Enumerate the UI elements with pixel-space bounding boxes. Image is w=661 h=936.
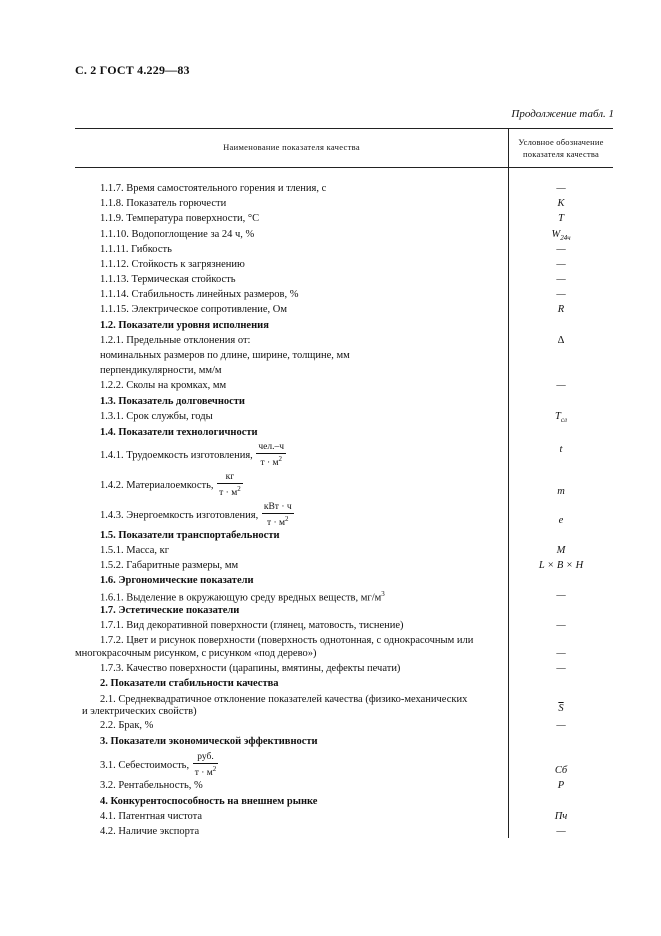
row-symbol: P [557, 780, 565, 791]
row-label: 1.5.2. Габаритные размеры, мм [100, 560, 239, 571]
table-header-rule [75, 167, 613, 168]
unit-fraction: $\frac{\text{чел.–ч}}{т \cdot м^2}$ [258, 442, 285, 469]
row-symbol: e [558, 515, 564, 526]
row-label: 1.2.1. Предельные отклонения от: [100, 335, 251, 346]
page-header: С. 2 ГОСТ 4.229—83 [75, 63, 190, 77]
row-symbol: — [556, 648, 566, 659]
row-label: 1.1.12. Стойкость к загрязнению [100, 259, 245, 270]
row-label: 1.6.1. Выделение в окружающую среду вредных веществ, $мг/м^3$ [100, 590, 385, 604]
row-label: 1.7.2. Цвет и рисунок поверхности (поверхность однотонная, с однокрасочным или [100, 635, 474, 646]
table-continuation-note: Продолжение табл. 1 [511, 108, 614, 120]
row-symbol: t [559, 444, 563, 455]
row-label: 3.1. Себестоимость, $\frac{\text{руб.}}{т \cdot м^2}$ [100, 752, 217, 779]
column-header-symbol: Условное обозначение показателя качества [518, 137, 604, 159]
row-label: 1.1.9. Температура поверхности, °С [100, 213, 260, 224]
row-label-continued: многокрасочным рисунком, с рисунком «под дерево») [75, 648, 317, 659]
section-heading: 1.5. Показатели транспортабельности [100, 530, 280, 541]
section-heading: 3. Показатели экономической эффективности [100, 736, 318, 747]
section-heading: 1.4. Показатели технологичности [100, 427, 258, 438]
row-label: 1.1.14. Стабильность линейных размеров, % [100, 289, 299, 300]
row-label: 1.4.1. Трудоемкость изготовления, $\frac{\text{чел.–ч}}{т \cdot м^2}$ [100, 442, 285, 469]
row-symbol: M [556, 545, 566, 556]
row-label-continued: и электрических свойств) [82, 706, 197, 717]
row-symbol: — [556, 259, 566, 270]
row-symbol: m [557, 486, 565, 497]
row-symbol: — [556, 274, 566, 285]
row-label: 1.1.8. Показатель горючести [100, 198, 227, 209]
row-symbol: $\overline{S}$ [558, 703, 564, 714]
row-symbol: K [557, 198, 565, 209]
section-heading: 1.2. Показатели уровня исполнения [100, 320, 269, 331]
row-label: 1.4.3. Энергоемкость изготовления, $\frac{\text{кВт · ч}}{т \cdot м^2}$ [100, 502, 292, 529]
row-label: 1.1.13. Термическая стойкость [100, 274, 236, 285]
row-symbol: Пч [554, 811, 568, 822]
section-heading: 1.7. Эстетические показатели [100, 605, 240, 616]
row-symbol: $T_{сл}$ [554, 411, 567, 425]
unit-fraction: $\frac{\text{кВт · ч}}{т \cdot м^2}$ [263, 502, 292, 529]
row-symbol: — [556, 380, 566, 391]
column-header-name: Наименование показателя качества [223, 142, 360, 152]
row-symbol: — [556, 590, 566, 601]
row-label: 1.1.15. Электрическое сопротивление, Ом [100, 304, 288, 315]
row-label: 1.3.1. Срок службы, годы [100, 411, 213, 422]
row-label-continued: номинальных размеров по длине, ширине, толщине, мм [100, 350, 350, 361]
table-top-rule [75, 128, 613, 129]
row-label: 1.1.10. Водопоглощение за 24 ч, % [100, 229, 255, 240]
row-symbol: Δ [557, 335, 565, 346]
row-symbol: L × B × H [538, 560, 584, 571]
row-label: 1.7.3. Качество поверхности (царапины, вмятины, дефекты печати) [100, 663, 401, 674]
row-label: 1.2.2. Сколы на кромках, мм [100, 380, 227, 391]
row-symbol: — [556, 244, 566, 255]
row-label: 1.1.7. Время самостоятельного горения и тления, с [100, 183, 327, 194]
row-symbol: $W_{24ч}$ [551, 229, 571, 243]
row-label-continued: перпендикулярности, мм/м [100, 365, 222, 376]
row-symbol: — [556, 720, 566, 731]
unit-fraction: $\frac{\text{руб.}}{т \cdot м^2}$ [194, 752, 217, 779]
unit-fraction: $\frac{кг}{т \cdot м^2}$ [219, 472, 241, 499]
row-symbol: — [556, 289, 566, 300]
row-label: 1.1.11. Гибкость [100, 244, 172, 255]
row-symbol: — [556, 620, 566, 631]
row-label: 4.1. Патентная чистота [100, 811, 203, 822]
section-heading: 1.6. Эргономические показатели [100, 575, 254, 586]
row-label: 1.7.1. Вид декоративной поверхности (глянец, матовость, тиснение) [100, 620, 404, 631]
row-label: 2.2. Брак, % [100, 720, 154, 731]
row-symbol: Сб [554, 765, 568, 776]
row-label: 2.1. Среднеквадратичное отклонение показателей качества (физико-механических [100, 694, 468, 705]
row-symbol: — [556, 826, 566, 837]
section-heading: 2. Показатели стабильности качества [100, 678, 279, 689]
row-symbol: T [558, 213, 564, 224]
row-symbol: — [556, 183, 566, 194]
row-symbol: R [557, 304, 565, 315]
section-heading: 1.3. Показатель долговечности [100, 396, 245, 407]
section-heading: 4. Конкурентоспособность на внешнем рынке [100, 796, 318, 807]
row-symbol: — [556, 663, 566, 674]
row-label: 1.4.2. Материалоемкость, $\frac{кг}{т \cdot м^2}$ [100, 472, 241, 499]
row-label: 3.2. Рентабельность, % [100, 780, 203, 791]
row-label: 1.5.1. Масса, кг [100, 545, 170, 556]
row-label: 4.2. Наличие экспорта [100, 826, 200, 837]
